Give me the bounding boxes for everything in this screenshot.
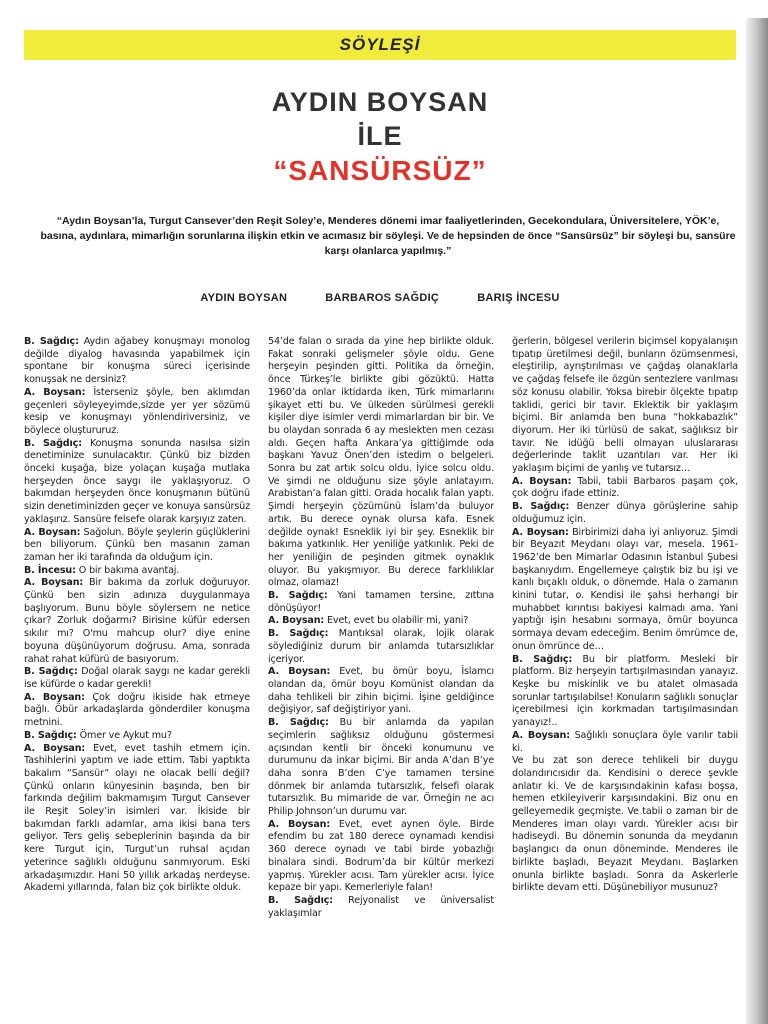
speaker-label: A. Boysan:: [24, 742, 86, 754]
paragraph-text: Benzer dünya görüşlerine sahip olduğumuz için.: [512, 501, 738, 525]
interview-paragraph: [24, 743, 250, 895]
speaker-label: B. Sağdıç:: [24, 336, 79, 347]
paragraph-text: Yani tamamen tersine, zıttına dönüşüyor!: [268, 590, 494, 614]
interview-paragraph: [512, 527, 738, 654]
headline-line-2: İLE: [357, 121, 403, 151]
section-label: SÖYLEŞİ: [339, 35, 421, 54]
paragraph-text: Bu bir platform. Mesleki bir platform. Biz herşeyin tartışılmasından yanayız. Keşke bu miskinlik ve bu atalet olmasada sorunlar tartışılabilse! Konuların sağlıklı sonuçlar içerebilmesi için korkmadan tartışılmasından yanayız!..: [512, 653, 738, 729]
paragraph-text: ğerlerin, bölgesel verilerin biçimsel kopyalanışın tıpatıp üretilmesi değil, bunların özümsenmesi, eleştirilip, ayrıştırılması ve çağdaş olanaklarla ve çağdaş felsefe ile özgün sentezlere varılması söz konusu olabilir. Yoksa birebir ölçekte tıpatıp taklidi, gerici bir tavır. Eklektik bir yaklaşım biçimi. Bir anlamda ben buna “hokkabazlık” diyorum. Her iki türlüsü de sakat, sağlıksız bir tavır. Ne idüğü belli olmayan uluslararası değerlerinde taklit uzantıları var. Her iki yaklaşım biçimi de yanlış ve tutarsız…: [512, 336, 738, 475]
interview-paragraph: [268, 590, 494, 615]
paragraph-text: Tabii, tabii Barbaros paşam çok, çok doğru ifade ettiniz.: [512, 475, 738, 500]
speaker-label: B. İncesu:: [24, 564, 76, 576]
speaker-label: B. Sağdıç:: [268, 628, 329, 640]
lead-paragraph: “Aydın Boysan’la, Turgut Cansever’den Reşit Soley’e, Menderes dönemi imar faaliyetlerinden, Gecekondulara, Üniversitelere, YÖK’e, basına, aydınlara, mimarlığın sorunlarına ilişkin etkin ve acımasız bir söyleşi. Ve de hepsinden de önce “Sansürsüz” bir söyleşi bu, sansüre karşı olanlarca yapılmış.”: [40, 215, 736, 257]
paragraph-text: Evet, bu ömür boyu, İslamcı olandan da, ömür boyu Komünist olandan da daha tehlikeli bir zihin biçimi. İşine geldiğince değişiyor, saf değiştiriyor yani.: [268, 666, 494, 716]
paragraph-text: Bu bir anlamda da yapılan seçimlerin sağlıksız olduğunu göstermesi açısından kentli bir önceki konumunu ve durumunu da inkar biçimi. Bir anda A’dan B’ye daha sonra B’den C’ye tamamen tersine dönmek bir anlamda tutarsızlık, felsefi olarak tutarsızlık. Bu mimaride de var. Örneğin ne acı Philip Johnson’un durumu var.: [268, 717, 494, 818]
interview-paragraph: [24, 666, 250, 691]
interview-paragraph: [512, 476, 738, 501]
paragraph-text: Aydın ağabey konuşmayı monolog değilde diyalog havasında yapabilmek için spontane bir konuşma süreci içerisinde konuşsak ne dersiniz?: [24, 336, 250, 386]
speaker-label: A. Boysan:: [512, 526, 569, 538]
interview-paragraph: [24, 730, 250, 743]
interview-paragraph: [512, 755, 738, 895]
speaker-label: B. Sağdıç:: [268, 894, 333, 906]
interview-paragraph: [24, 565, 250, 578]
speaker-label: A. Boysan:: [268, 818, 331, 830]
paragraph-text: Evet, evet tashih etmem için. Tashihlerini yaptım ve iade ettim. Tabi yaptıkta bakalım “Sansür” olayı ne olacak belli değil? Çünkü onların künyesinin başında, ben bir farkında değilim bakmamışım Turgut Cansever ile Reşit Soley’in isimleri var. İkiside bir bakımdan farklı adamlar, ama ikisi bana ters geliyor. Ters geliş sebeplerinin başında da bir kere Turgut için, Turgut’un ruhsal açıdan yeterince sağlıklı olduğunu sanmıyorum. Eski arkadaşımızdır. Hani 50 yıllık arkadaş nerdeyse. Akademi yıllarında, falan biz çok birlikte olduk.: [24, 742, 250, 894]
interview-paragraph: [24, 577, 250, 666]
paragraph-text: Sağlıklı sonuçlara öyle varılır tabii ki.: [512, 729, 738, 754]
author-name: AYDIN BOYSAN: [200, 292, 288, 304]
speaker-label: B. Sağdıç:: [268, 717, 329, 729]
paragraph-text: Ve bu zat son derece tehlikeli bir duygu dolandırıcısıdır da. Kendisini o derece şevkle anlatır ki. Ve de karşısındakinin kafası boşsa, hemen etkileyiverir karşısındakini. Biz onu en gelleyemedik geçmişte. Ve tabii o zaman bir de Menderes imarı olayı vardı. Yürekler acısı bir hadiseydi. Bu dönemin sonunda da meydanın başlangıcı da onun döneminde. Menderes ile birlikte başladı, Beyazıt Meydanı. Başlarken onunla birlikte başladı. Sonra da Askerlerle birlikte devam etti. Düşünebiliyor musunuz?: [512, 755, 738, 894]
interview-paragraph: [24, 692, 250, 730]
article-column-3: [512, 336, 738, 1024]
speaker-label: A. Boysan:: [24, 526, 81, 538]
speaker-label: B. Sağdıç:: [24, 666, 78, 678]
article-columns: [24, 336, 742, 1024]
article-column-1: [24, 336, 250, 1024]
interview-paragraph: [24, 438, 250, 527]
interview-paragraph: [268, 819, 494, 895]
interview-paragraph: [512, 730, 738, 755]
paragraph-text: Doğal olarak saygı ne kadar gerekli ise küfürde o kadar gerekli!: [24, 666, 250, 690]
paragraph-text: O bir bakıma avantaj.: [78, 564, 180, 576]
speaker-label: A. Boysan:: [24, 577, 84, 589]
interview-paragraph: [268, 628, 494, 666]
section-banner: [24, 30, 736, 60]
author-bylines: [24, 292, 736, 304]
interview-paragraph: [24, 527, 250, 565]
paragraph-text: Evet, evet aynen öyle. Birde efendim bu zat 180 derece oynamadı kendisi 360 derece oynadı ve tabi birde yobazlığı binalara sindi. Bodrum’da bir kültür merkezi yapmış. Yürekler acısı. Tam yürekler acısı. İyice kepaze bir yapı. Kemerleriyle falan!: [268, 818, 494, 894]
interview-paragraph: [512, 654, 738, 730]
interview-paragraph: [24, 336, 250, 387]
paragraph-text: Konuşma sonunda nasılsa sizin denetiminize sunulacaktır. Çünkü biz bizden önceki kuşağa, bize yolaçan kuşağa mutlaka herşeyden önce saygı ile yaklaşıyoruz. O bakımdan herşeyden önce konuşmanın bütünü sizin denetiminizden geçer ve konuya sansürsüz yaklaşırız. Sansüre felsefe olarak karşıyız zaten.: [24, 437, 250, 525]
interview-paragraph: [512, 336, 738, 476]
interview-paragraph: [268, 717, 494, 819]
headline-line-1: AYDIN BOYSAN: [271, 87, 489, 117]
speaker-label: B. Sağdıç:: [512, 653, 573, 665]
speaker-label: B. Sağdıç:: [24, 729, 77, 741]
headline-line-3: “SANSÜRSÜZ”: [273, 155, 487, 186]
speaker-label: A. Boysan:: [512, 729, 570, 741]
speaker-label: A. Boysan:: [268, 615, 325, 627]
interview-paragraph: [24, 387, 250, 438]
author-name: BARBAROS SAĞDIÇ: [325, 292, 440, 304]
paragraph-text: Sağolun. Böyle şeylerin güçlüklerini ben biliyorum. Çünkü ben masanın zaman zaman her iki tarafında da olduğum için.: [24, 526, 250, 563]
speaker-label: B. Sağdıç:: [268, 590, 328, 602]
interview-paragraph: [268, 895, 494, 920]
paragraph-text: Bir bakıma da zorluk doğuruyor. Çünkü ben sizin adınıza duygulanmaya başlıyorum. Bunu böyle söylersem ne netice çıkar? Zorluk doğarmı? Birisine küfür edersen sıkılır mı? O'mu mahcup olur? diye enine boyuna düşünüyorum doğrusu. Ama, sonrada rahat rahat küfürü de basıyorum.: [24, 577, 250, 665]
speaker-label: B. Sağdıç:: [24, 437, 82, 449]
author-name: BARIŞ İNCESU: [477, 292, 560, 304]
page-edge-shadow: [746, 18, 768, 1024]
speaker-label: A. Boysan:: [24, 691, 85, 703]
speaker-label: B. Sağdıç:: [512, 501, 570, 513]
interview-paragraph: [268, 666, 494, 717]
paragraph-text: 54’de falan o sırada da yine hep birlikte olduk. Fakat sonraki gelişmeler şöyle oldu. Gene herşeyin peşinden gitti. Politika da örneğin, önce Türkeş’le birlikte gibi gözüktü. Hatta 1960’da onlar iktidarda iken, Türk mimarlarını şikayet etti bu. Ve ülkeden sürülmesi gerekli kişiler diye isimler verdi mimarlardan bir bir. Ve bu olaydan sonrada 6 ay meslekten men cezası aldı. Geçen hafta Ankara’ya gittiğimde oda başkanı Yavuz Önen’den istedim o belgeleri. Sonra bu zat artık solcu oldu. İyice solcu oldu. Ve şimdi ne olduğunu size şöyle anlatayım. Arabistan’a falan gitti. Orada hocalık falan yaptı. Şimdi herşeyin çözümünü İslam’da buluyor artık. Bu derece oynak olursa kafa. Esnek değilde oynak! Esneklik iyi bir şey. Esneklik bir bakıma yatkınlık. Her yeniliğe yatkınlık. Peki de her yeniliğin de peşinden gitmek oynaklık oluyor. Bu yakışmıyor. Bu derece farklılıklar olmaz, olamaz!: [268, 336, 494, 589]
paragraph-text: İsterseniz şöyle, ben aklımdan geçenleri söyleyeyimde,sizde yer yer sözümü kesip ve konuşmayı yönlendiriversiniz, ve böylece oluştururuz.: [24, 386, 250, 436]
paragraph-text: Çok doğru ikiside hak etmeye bağlı. Öbür arkadaşlarda gönderdiler konuşma metnini.: [24, 691, 250, 729]
speaker-label: A. Boysan:: [268, 666, 331, 678]
interview-paragraph: [268, 615, 494, 628]
speaker-label: A. Boysan:: [24, 386, 86, 398]
paragraph-text: Evet, evet bu olabilir mi, yani?: [327, 615, 469, 627]
paragraph-text: Rejyonalist ve üniversalist yaklaşımlar: [268, 894, 494, 919]
article-column-2: [268, 336, 494, 1024]
paragraph-text: Birbirimizi daha iyi anlıyoruz. Şimdi bir Beyazıt Meydanı olayı var, mesela. 1961-1962’de ben Mimarlar Odasının İstanbul Şubesi başkanıydım. Engellemeye çalıştık biz bu işi ve kanlı bıçaklı olduk, o dönemde. Hala o zamanın kinini tutar, o. Kendisi ile şahsi herhangi bir muhabbet kırıntısı bakiyesi kalmadı ama. Yani yaptığı işin hesabını sormaya, ömür boyunca sormaya devam edeceğim. Benim ömrümce de, onun ömrünce de…: [512, 526, 738, 652]
interview-paragraph: [268, 336, 494, 590]
paragraph-text: Mantıksal olarak, lojik olarak söylediğiniz durum bir anlamda tutarsızlıklar içeriyor.: [268, 628, 494, 665]
interview-paragraph: [512, 501, 738, 526]
paragraph-text: Ömer ve Aykut mu?: [79, 729, 172, 741]
speaker-label: A. Boysan:: [512, 475, 572, 487]
